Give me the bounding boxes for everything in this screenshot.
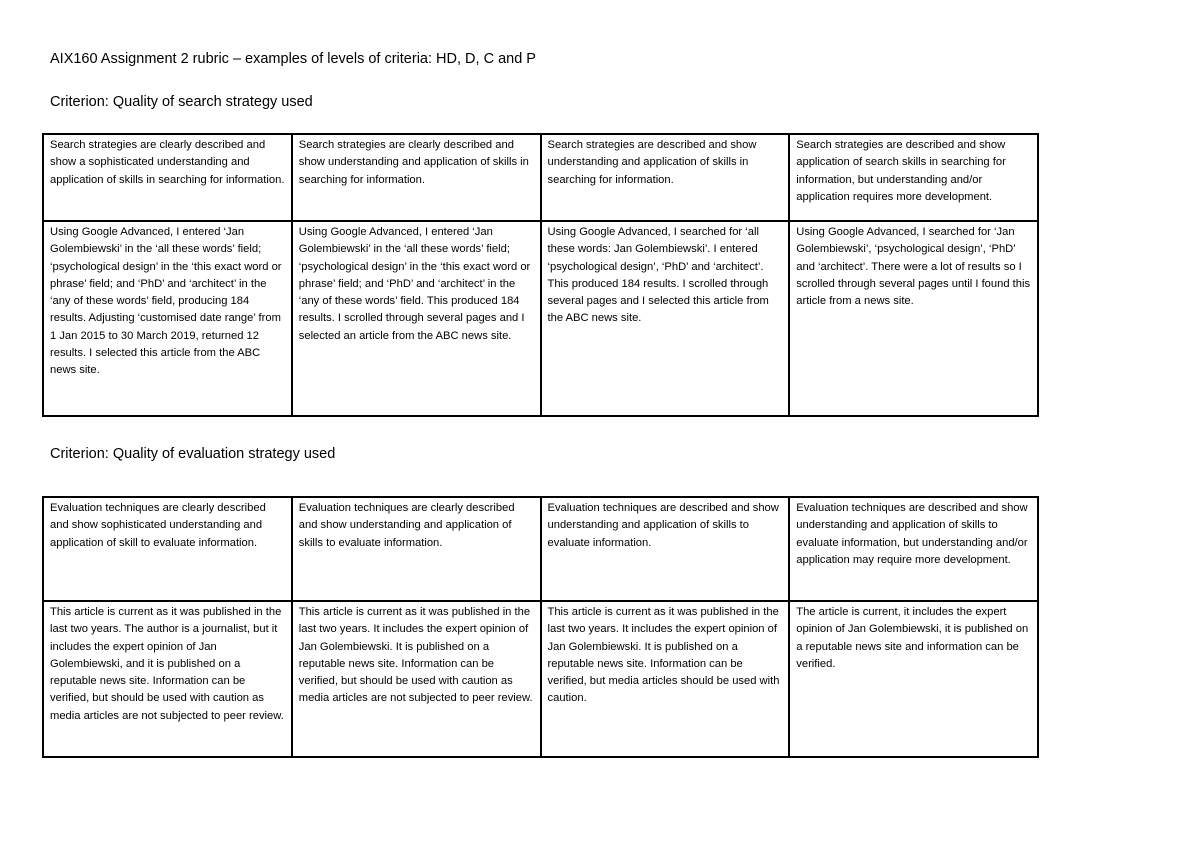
rubric-cell-c [541,497,790,601]
example-p: Using Google Advanced, I searched for ‘Jan Golembiewski’, ‘psychological design’, ‘PhD’ and ‘architect’. There were a lot of results so I scrolled through several pages until I found this article from a news site. [796,226,1031,308]
example-d: Using Google Advanced, I entered ‘Jan Golembiewski’ in the ‘all these words’ field; ‘psychological design’ in the ‘this exact word or phrase’ field; and ‘PhD’ and ‘architect’ in the ‘any of these words’ field. This produced 184 results. I scrolled through several pages and I selected an article from the ABC news site. [298,226,531,342]
rubric-cell-p [789,601,1038,757]
table-row-descriptors [43,134,1038,221]
example-c: This article is current as it was published in the last two years. It includes the expert opinion of Jan Golembiewski. It is published on a reputable news site. Information can be verified, but media articles should be used with caution. [547,606,780,705]
table-row-examples [43,221,1038,416]
table-row-examples [43,601,1038,757]
example-c: Using Google Advanced, I searched for ‘all these words: Jan Golembiewski’. I entered ‘psychological design’, ‘PhD’ and ‘architect’. This produced 184 results. I scrolled through several pages and I selected this article from the ABC news site. [547,226,769,325]
example-d: This article is current as it was published in the last two years. It includes the expert opinion of Jan Golembiewski. It is published on a reputable news site. Information can be verified, but should be used with caution as media articles are not subjected to peer review. [298,606,533,705]
rubric-cell-hd [43,221,292,416]
example-p: The article is current, it includes the expert opinion of Jan Golembiewski, it is published on a reputable news site and information can be verified. [796,606,1029,670]
rubric-table-evaluation [42,496,1039,758]
document-title: AIX160 Assignment 2 rubric – examples of levels of criteria: HD, D, C and P [50,51,536,67]
descriptor-hd: Evaluation techniques are clearly described and show sophisticated understanding and application of skill to evaluate information. [50,502,266,549]
rubric-cell-d [292,134,541,221]
rubric-cell-c [541,601,790,757]
rubric-cell-hd [43,497,292,601]
example-hd: This article is current as it was published in the last two years. The author is a journalist, but it includes the expert opinion of Jan Golembiewski, and it is published on a reputable news site. Information can be verified, but should be used with caution as media articles are not subjected to peer review. [50,606,284,722]
rubric-cell-p [789,134,1038,221]
descriptor-d: Search strategies are clearly described and show understanding and application of skills in searching for information. [298,139,529,186]
descriptor-p: Evaluation techniques are described and show understanding and application of skills to evaluate information, but understanding and/or application may require more development. [796,502,1028,566]
rubric-table-search [42,133,1039,417]
criterion-heading-evaluation: Criterion: Quality of evaluation strategy used [50,446,336,462]
example-hd: Using Google Advanced, I entered ‘Jan Golembiewski’ in the ‘all these words’ field; ‘psychological design’ in the ‘this exact word or phrase’ field; and ‘PhD’ and ‘architect’ in the ‘any of these words’ field, producing 184 results. Adjusting ‘customised date range’ from 1 Jan 2015 to 30 March 2019, returned 12 results. I selected this article from the ABC news site. [50,226,282,377]
descriptor-d: Evaluation techniques are clearly described and show understanding and application of skills to evaluate information. [298,502,515,549]
descriptor-p: Search strategies are described and show application of search skills in searching for information, but understanding and/or application requires more development. [796,139,1006,203]
rubric-cell-c [541,134,790,221]
rubric-cell-hd [43,134,292,221]
descriptor-hd: Search strategies are clearly described and show a sophisticated understanding and application of skills in searching for information. [50,139,285,186]
rubric-cell-d [292,221,541,416]
table-row-descriptors [43,497,1038,601]
descriptor-c: Search strategies are described and show understanding and application of skills in searching for information. [547,139,757,186]
criterion-heading-search: Criterion: Quality of search strategy used [50,94,313,110]
rubric-cell-p [789,497,1038,601]
descriptor-c: Evaluation techniques are described and show understanding and application of skills to evaluate information. [547,502,779,549]
rubric-cell-d [292,497,541,601]
rubric-cell-p [789,221,1038,416]
rubric-cell-d [292,601,541,757]
rubric-cell-c [541,221,790,416]
rubric-cell-hd [43,601,292,757]
